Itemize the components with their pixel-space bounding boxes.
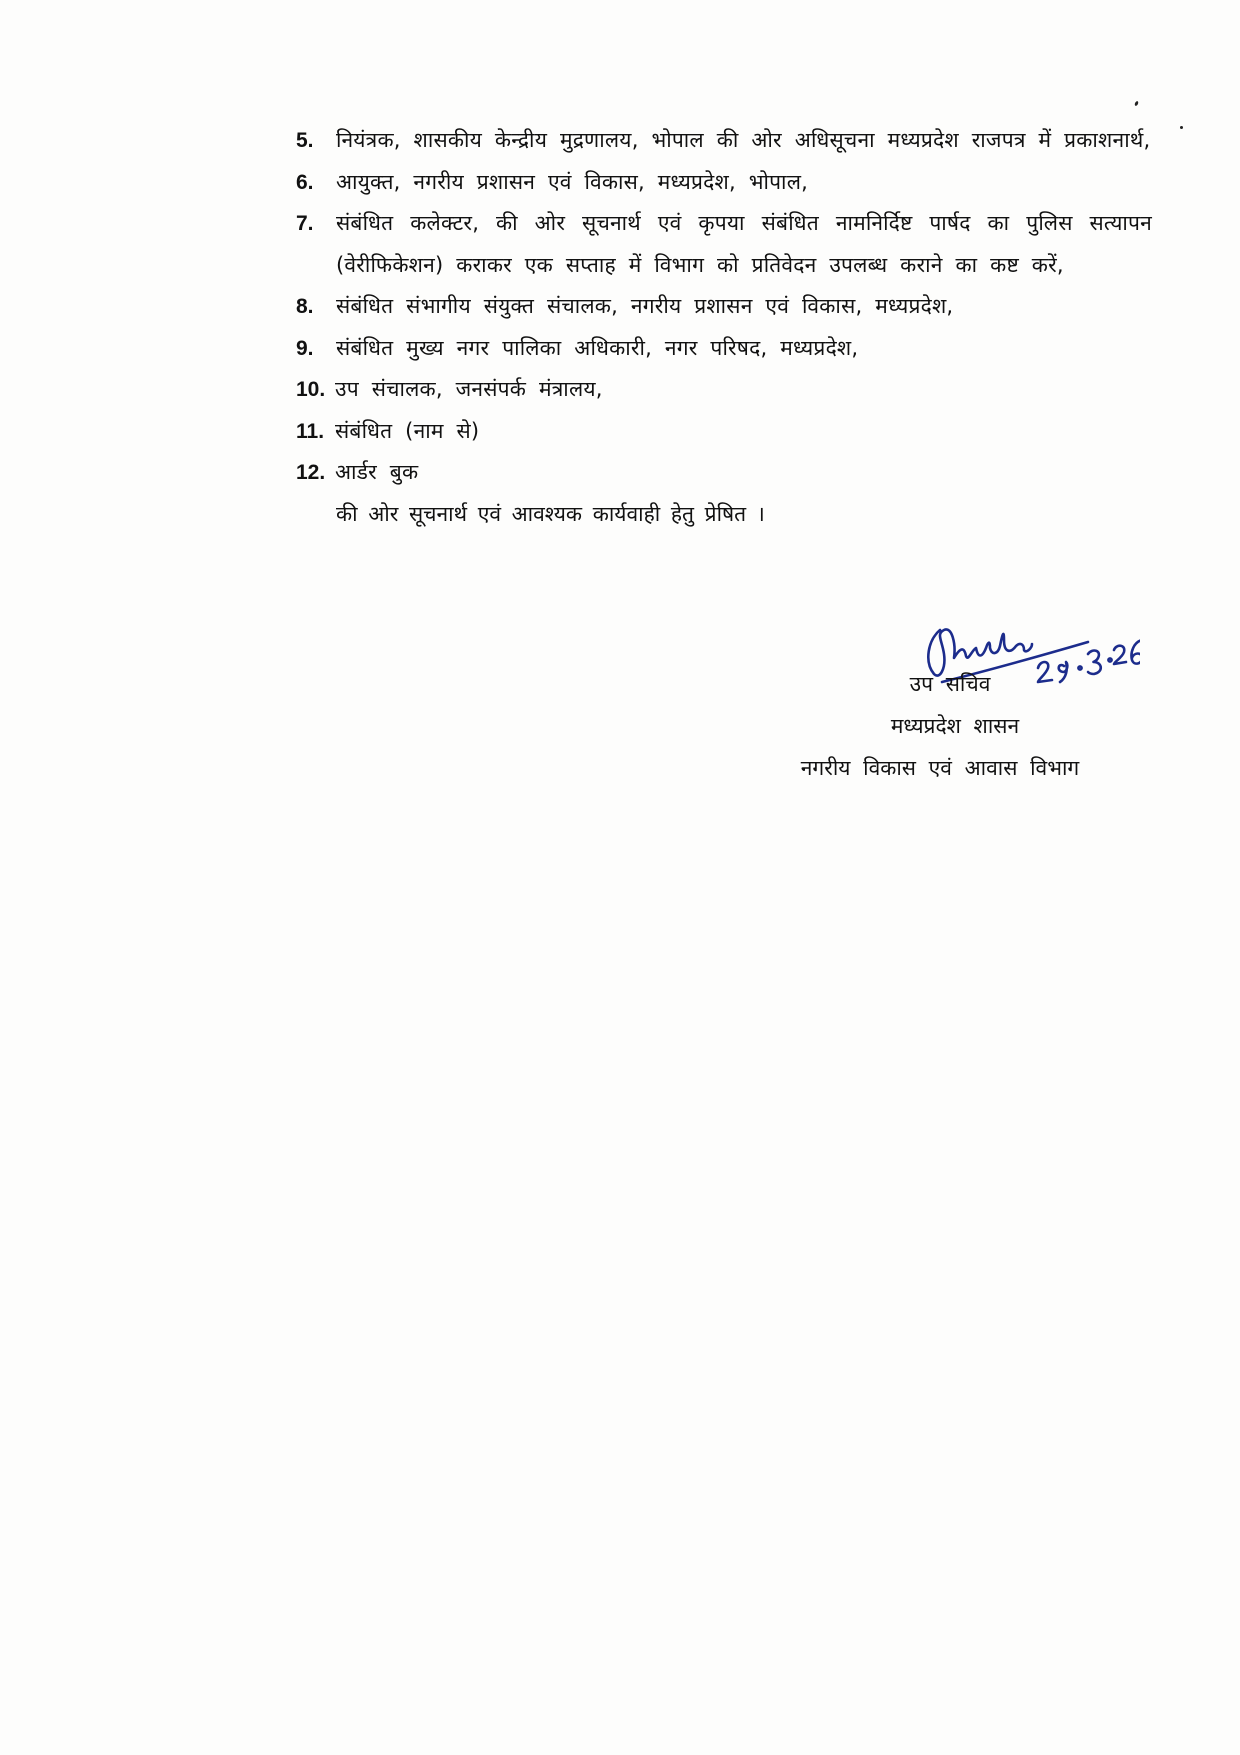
list-item (296, 452, 1152, 494)
signatory-government: मध्यप्रदेश शासन (890, 714, 1020, 738)
scan-speck (1180, 126, 1183, 129)
distribution-list (296, 120, 1152, 535)
item-number: 9. (296, 336, 314, 360)
item-number: 12. (296, 461, 326, 484)
list-item (296, 162, 1152, 204)
item-number: 11. (296, 419, 325, 443)
item-text: संबंधित (नाम से) (335, 418, 480, 443)
list-item (296, 369, 1152, 411)
item-number: 6. (296, 170, 314, 194)
list-item (296, 411, 1152, 453)
list-item (296, 286, 1152, 328)
item-number: 5. (296, 129, 314, 152)
signatory-department: नगरीय विकास एवं आवास विभाग (800, 756, 1080, 780)
list-item (296, 120, 1152, 162)
closing-line: की ओर सूचनार्थ एवं आवश्यक कार्यवाही हेतु प्रेषित । (336, 501, 765, 526)
item-number: 8. (296, 295, 314, 318)
item-text: आर्डर बुक (335, 460, 419, 484)
list-item (296, 328, 1152, 370)
signature-block (760, 610, 1180, 800)
item-text: नियंत्रक, शासकीय केन्द्रीय मुद्रणालय, भोपाल की ओर अधिसूचना मध्यप्रदेश राजपत्र में प्रकाशनार्थ, (336, 128, 1151, 152)
item-text: आयुक्त, नगरीय प्रशासन एवं विकास, मध्यप्रदेश, भोपाल, (336, 169, 809, 194)
signatory-designation: उप सचिव (909, 672, 991, 696)
list-item (296, 203, 1152, 286)
item-number: 7. (296, 212, 314, 235)
item-text: उप संचालक, जनसंपर्क मंत्रालय, (335, 377, 603, 401)
scan-speck (1134, 101, 1139, 107)
item-text: संबंधित कलेक्टर, की ओर सूचनार्थ एवं कृपया संबंधित नामनिर्दिष्ट पार्षद का पुलिस सत्यापन (वेरीफिकेशन) कराकर एक सप्ताह में विभाग को प्रतिवेदन उपलब्ध कराने का कष्ट करें, (336, 211, 1152, 277)
item-text: संबंधित संभागीय संयुक्त संचालक, नगरीय प्रशासन एवं विकास, मध्यप्रदेश, (336, 294, 954, 318)
item-text: संबंधित मुख्य नगर पालिका अधिकारी, नगर परिषद, मध्यप्रदेश, (336, 335, 859, 360)
item-number: 10. (296, 378, 326, 401)
